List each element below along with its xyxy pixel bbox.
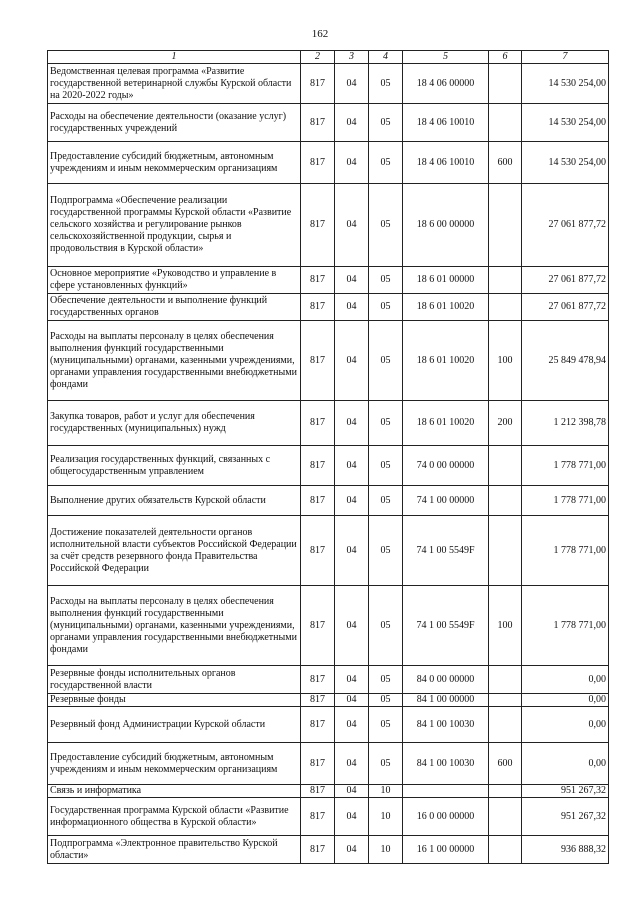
row-pr: 05: [369, 401, 403, 446]
col-header: 7: [522, 51, 609, 64]
row-rz: 04: [335, 267, 369, 294]
row-name: Резервные фонды: [48, 694, 301, 707]
row-pr: 05: [369, 694, 403, 707]
row-pr: 05: [369, 743, 403, 785]
row-amount: 27 061 877,72: [522, 294, 609, 321]
row-grbs: 817: [301, 694, 335, 707]
row-grbs: 817: [301, 785, 335, 798]
row-csr: 18 4 06 00000: [403, 64, 489, 104]
row-pr: 05: [369, 666, 403, 694]
row-csr: 18 6 01 00000: [403, 267, 489, 294]
row-name: Подпрограмма «Обеспечение реализации государственной программы Курской области «Развитие сельского хозяйства и регулирование рынков сельскохозяйственной продукции, сырья и продовольствия в Курской области»: [48, 184, 301, 267]
row-pr: 05: [369, 446, 403, 486]
row-name: Основное мероприятие «Руководство и управление в сфере установленных функций»: [48, 267, 301, 294]
row-amount: 1 778 771,00: [522, 516, 609, 586]
row-rz: 04: [335, 743, 369, 785]
table-row: [48, 104, 609, 142]
table-row: [48, 184, 609, 267]
row-vr: 600: [489, 743, 522, 785]
row-amount: 0,00: [522, 743, 609, 785]
table-row: [48, 486, 609, 516]
row-vr: [489, 836, 522, 864]
table-row: [48, 743, 609, 785]
row-amount: 951 267,32: [522, 798, 609, 836]
row-pr: 05: [369, 516, 403, 586]
col-header: 6: [489, 51, 522, 64]
row-vr: 100: [489, 586, 522, 666]
row-pr: 10: [369, 785, 403, 798]
row-rz: 04: [335, 401, 369, 446]
row-rz: 04: [335, 104, 369, 142]
row-name: Расходы на обеспечение деятельности (оказание услуг) государственных учреждений: [48, 104, 301, 142]
col-header: 3: [335, 51, 369, 64]
row-rz: 04: [335, 321, 369, 401]
row-grbs: 817: [301, 267, 335, 294]
row-vr: 100: [489, 321, 522, 401]
row-rz: 04: [335, 785, 369, 798]
row-amount: 14 530 254,00: [522, 64, 609, 104]
row-grbs: 817: [301, 104, 335, 142]
row-amount: 1 778 771,00: [522, 446, 609, 486]
row-pr: 05: [369, 104, 403, 142]
row-amount: 14 530 254,00: [522, 104, 609, 142]
row-name: Выполнение других обязательств Курской области: [48, 486, 301, 516]
row-pr: 10: [369, 836, 403, 864]
row-name: Обеспечение деятельности и выполнение функций государственных органов: [48, 294, 301, 321]
row-vr: 600: [489, 142, 522, 184]
row-vr: [489, 184, 522, 267]
row-rz: 04: [335, 666, 369, 694]
row-amount: 25 849 478,94: [522, 321, 609, 401]
row-vr: [489, 64, 522, 104]
row-name: Резервные фонды исполнительных органов государственной власти: [48, 666, 301, 694]
row-amount: 0,00: [522, 694, 609, 707]
row-grbs: 817: [301, 486, 335, 516]
row-amount: 1 778 771,00: [522, 586, 609, 666]
row-grbs: 817: [301, 586, 335, 666]
page-number: 162: [311, 28, 329, 40]
table-row: [48, 321, 609, 401]
row-csr: 74 1 00 00000: [403, 486, 489, 516]
row-grbs: 817: [301, 666, 335, 694]
row-vr: [489, 446, 522, 486]
row-csr: 18 4 06 10010: [403, 142, 489, 184]
row-csr: 74 0 00 00000: [403, 446, 489, 486]
row-csr: 16 0 00 00000: [403, 798, 489, 836]
table-row: [48, 836, 609, 864]
table-row: [48, 142, 609, 184]
row-name: Ведомственная целевая программа «Развитие государственной ветеринарной службы Курской области на 2020-2022 годы»: [48, 64, 301, 104]
row-pr: 05: [369, 321, 403, 401]
row-pr: 05: [369, 184, 403, 267]
table-row: [48, 707, 609, 743]
row-csr: 18 6 01 10020: [403, 401, 489, 446]
table-row: [48, 401, 609, 446]
row-vr: [489, 104, 522, 142]
row-pr: 05: [369, 486, 403, 516]
row-amount: 951 267,32: [522, 785, 609, 798]
table-row: [48, 516, 609, 586]
row-name: Предоставление субсидий бюджетным, автономным учреждениям и иным некоммерческим организациям: [48, 743, 301, 785]
row-vr: [489, 707, 522, 743]
row-csr: 74 1 00 5549F: [403, 516, 489, 586]
row-pr: 05: [369, 267, 403, 294]
row-grbs: 817: [301, 184, 335, 267]
row-grbs: 817: [301, 401, 335, 446]
row-rz: 04: [335, 836, 369, 864]
row-rz: 04: [335, 516, 369, 586]
table-row: [48, 267, 609, 294]
row-grbs: 817: [301, 446, 335, 486]
row-name: Предоставление субсидий бюджетным, автономным учреждениям и иным некоммерческим организациям: [48, 142, 301, 184]
row-vr: [489, 516, 522, 586]
row-pr: 05: [369, 586, 403, 666]
row-grbs: 817: [301, 707, 335, 743]
row-vr: 200: [489, 401, 522, 446]
row-csr: 18 6 01 10020: [403, 321, 489, 401]
row-rz: 04: [335, 694, 369, 707]
row-pr: 05: [369, 294, 403, 321]
row-vr: [489, 294, 522, 321]
table-row: [48, 798, 609, 836]
row-grbs: 817: [301, 516, 335, 586]
col-header: 5: [403, 51, 489, 64]
row-grbs: 817: [301, 142, 335, 184]
row-csr: 84 1 00 00000: [403, 694, 489, 707]
row-amount: 0,00: [522, 666, 609, 694]
table-row: [48, 785, 609, 798]
row-pr: 10: [369, 798, 403, 836]
row-pr: 05: [369, 64, 403, 104]
row-rz: 04: [335, 798, 369, 836]
row-rz: 04: [335, 586, 369, 666]
col-header: 4: [369, 51, 403, 64]
row-vr: [489, 267, 522, 294]
row-name: Закупка товаров, работ и услуг для обеспечения государственных (муниципальных) нужд: [48, 401, 301, 446]
row-csr: 84 1 00 10030: [403, 743, 489, 785]
row-rz: 04: [335, 184, 369, 267]
row-name: Расходы на выплаты персоналу в целях обеспечения выполнения функций государственными (муниципальными) органами, казенными учреждениями, органами управления государственными внебюджетными фондами: [48, 321, 301, 401]
table-row: [48, 64, 609, 104]
row-vr: [489, 486, 522, 516]
row-grbs: 817: [301, 798, 335, 836]
row-amount: 14 530 254,00: [522, 142, 609, 184]
row-amount: 1 212 398,78: [522, 401, 609, 446]
row-csr: 18 6 00 00000: [403, 184, 489, 267]
row-name: Связь и информатика: [48, 785, 301, 798]
row-csr: 16 1 00 00000: [403, 836, 489, 864]
row-amount: 0,00: [522, 707, 609, 743]
budget-table: [47, 50, 609, 864]
row-vr: [489, 785, 522, 798]
row-rz: 04: [335, 707, 369, 743]
row-rz: 04: [335, 294, 369, 321]
row-amount: 27 061 877,72: [522, 267, 609, 294]
row-amount: 27 061 877,72: [522, 184, 609, 267]
table-row: [48, 694, 609, 707]
row-csr: 18 6 01 10020: [403, 294, 489, 321]
row-csr: [403, 785, 489, 798]
row-grbs: 817: [301, 64, 335, 104]
header-row: [48, 51, 609, 64]
row-csr: 74 1 00 5549F: [403, 586, 489, 666]
row-vr: [489, 798, 522, 836]
row-amount: 936 888,32: [522, 836, 609, 864]
row-csr: 18 4 06 10010: [403, 104, 489, 142]
row-grbs: 817: [301, 743, 335, 785]
table-row: [48, 294, 609, 321]
row-name: Расходы на выплаты персоналу в целях обеспечения выполнения функций государственными (муниципальными) органами, казенными учреждениями, органами управления государственными внебюджетными фондами: [48, 586, 301, 666]
row-vr: [489, 666, 522, 694]
row-name: Резервный фонд Администрации Курской области: [48, 707, 301, 743]
table-row: [48, 586, 609, 666]
row-name: Реализация государственных функций, связанных с общегосударственным управлением: [48, 446, 301, 486]
row-name: Государственная программа Курской области «Развитие информационного общества в Курской области»: [48, 798, 301, 836]
row-vr: [489, 694, 522, 707]
row-grbs: 817: [301, 321, 335, 401]
row-rz: 04: [335, 142, 369, 184]
col-header: 2: [301, 51, 335, 64]
row-csr: 84 0 00 00000: [403, 666, 489, 694]
row-grbs: 817: [301, 836, 335, 864]
table-row: [48, 446, 609, 486]
table-row: [48, 666, 609, 694]
row-grbs: 817: [301, 294, 335, 321]
row-rz: 04: [335, 446, 369, 486]
row-pr: 05: [369, 707, 403, 743]
col-header: 1: [48, 51, 301, 64]
row-name: Подпрограмма «Электронное правительство Курской области»: [48, 836, 301, 864]
row-name: Достижение показателей деятельности органов исполнительной власти субъектов Российской Федерации за счёт средств резервного фонда Правительства Российской Федерации: [48, 516, 301, 586]
row-rz: 04: [335, 486, 369, 516]
row-rz: 04: [335, 64, 369, 104]
row-csr: 84 1 00 10030: [403, 707, 489, 743]
row-pr: 05: [369, 142, 403, 184]
row-amount: 1 778 771,00: [522, 486, 609, 516]
